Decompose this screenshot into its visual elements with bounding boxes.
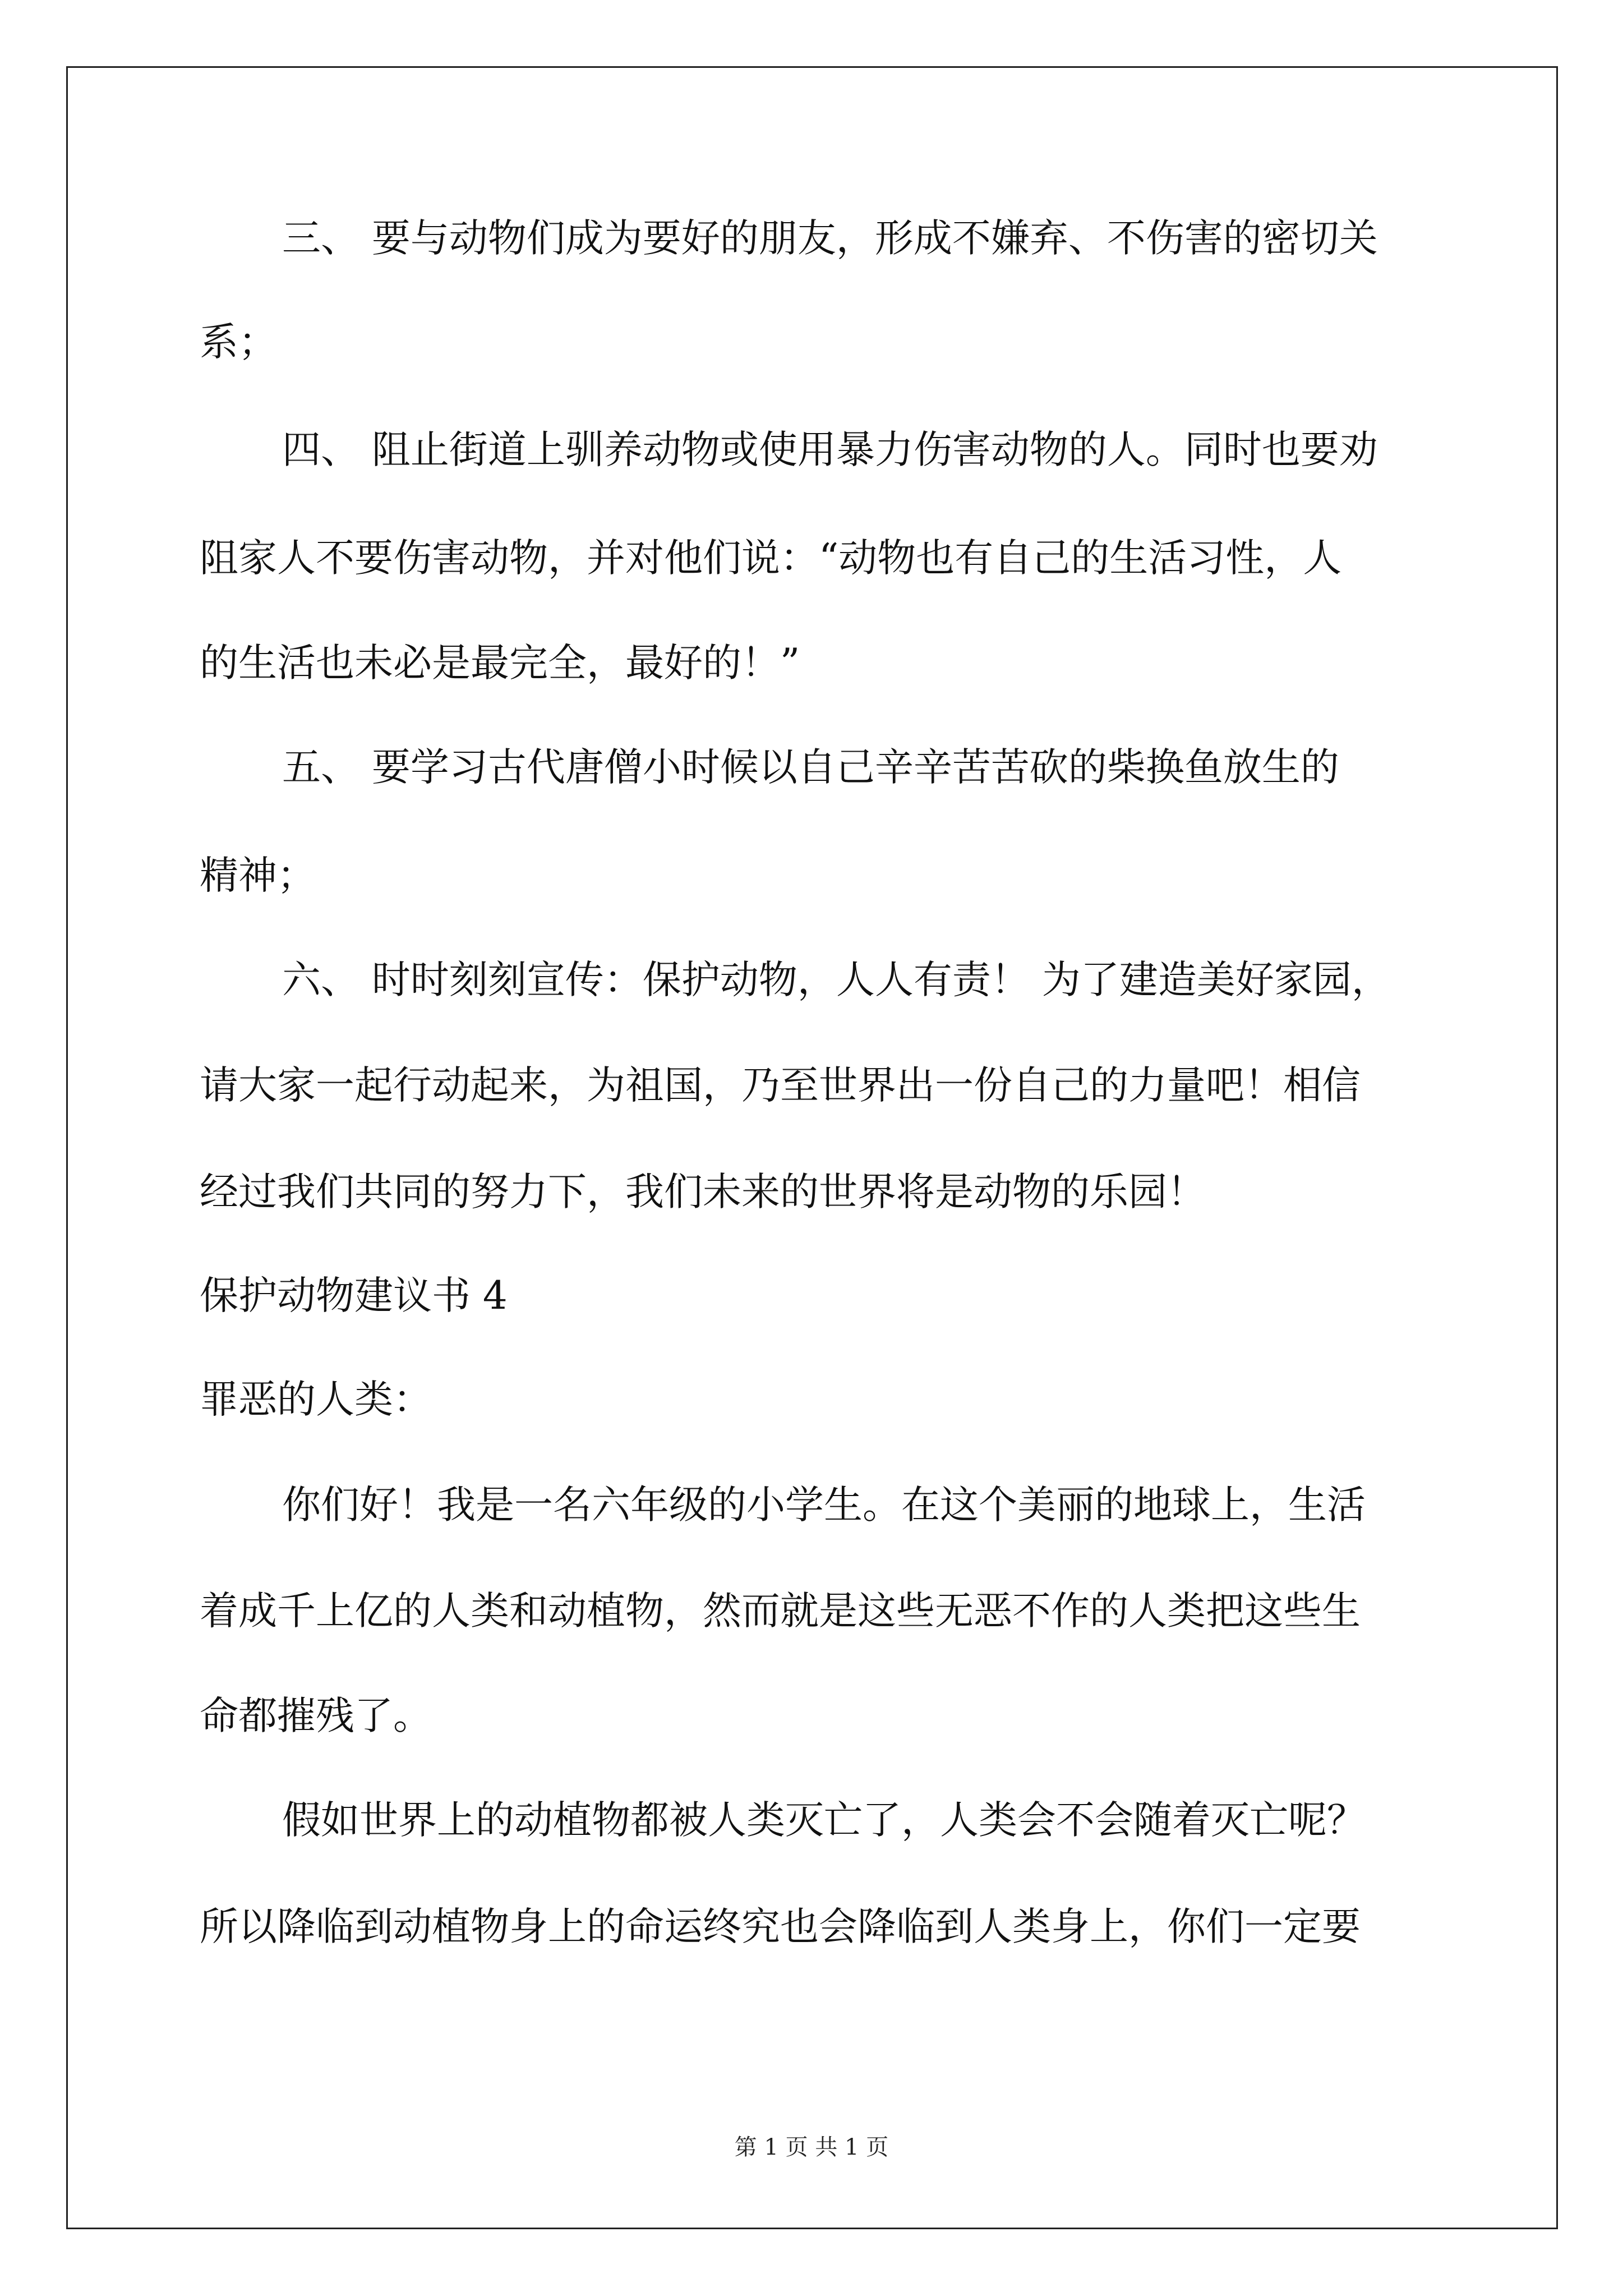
paragraph-line: 的生活也未必是最完全，最好的！” — [200, 641, 800, 685]
paragraph-line: 着成千上亿的人类和动植物，然而就是这些无恶不作的人类把这些生 — [200, 1589, 1361, 1634]
paragraph-line: 所以降临到动植物身上的命运终究也会降临到人类身上，你们一定要 — [200, 1904, 1361, 1949]
paragraph-line: 系； — [200, 320, 277, 365]
paragraph-line: 命都摧残了。 — [200, 1694, 432, 1738]
page-number: 第 1 页 共 1 页 — [734, 2134, 889, 2160]
paragraph-line: 经过我们共同的努力下，我们未来的世界将是动物的乐园！ — [200, 1170, 1206, 1214]
paragraph-line: 三、 要与动物们成为要好的朋友，形成不嫌弃、不伤害的密切关 — [282, 216, 1378, 261]
paragraph-line: 你们好！我是一名六年级的小学生。在这个美丽的地球上，生活 — [282, 1483, 1366, 1527]
paragraph-line: 五、 要学习古代唐僧小时候以自己辛辛苦苦砍的柴换鱼放生的 — [282, 745, 1339, 790]
paragraph-line: 请大家一起行动起来，为祖国，乃至世界出一份自己的力量吧！相信 — [200, 1063, 1361, 1108]
paragraph-line: 假如世界上的动植物都被人类灭亡了，人类会不会随着灭亡呢？ — [282, 1798, 1366, 1843]
section-heading: 保护动物建议书 4 — [200, 1273, 508, 1318]
paragraph-line: 精神； — [200, 853, 316, 898]
paragraph-line: 四、 阻止街道上驯养动物或使用暴力伤害动物的人。同时也要劝 — [282, 427, 1378, 472]
paragraph-line: 阻家人不要伤害动物，并对他们说：“动物也有自己的生活习性，人 — [200, 536, 1342, 581]
paragraph-line: 六、 时时刻刻宣传：保护动物，人人有责！ 为了建造美好家园， — [282, 958, 1390, 1002]
salutation: 罪恶的人类： — [200, 1377, 432, 1422]
